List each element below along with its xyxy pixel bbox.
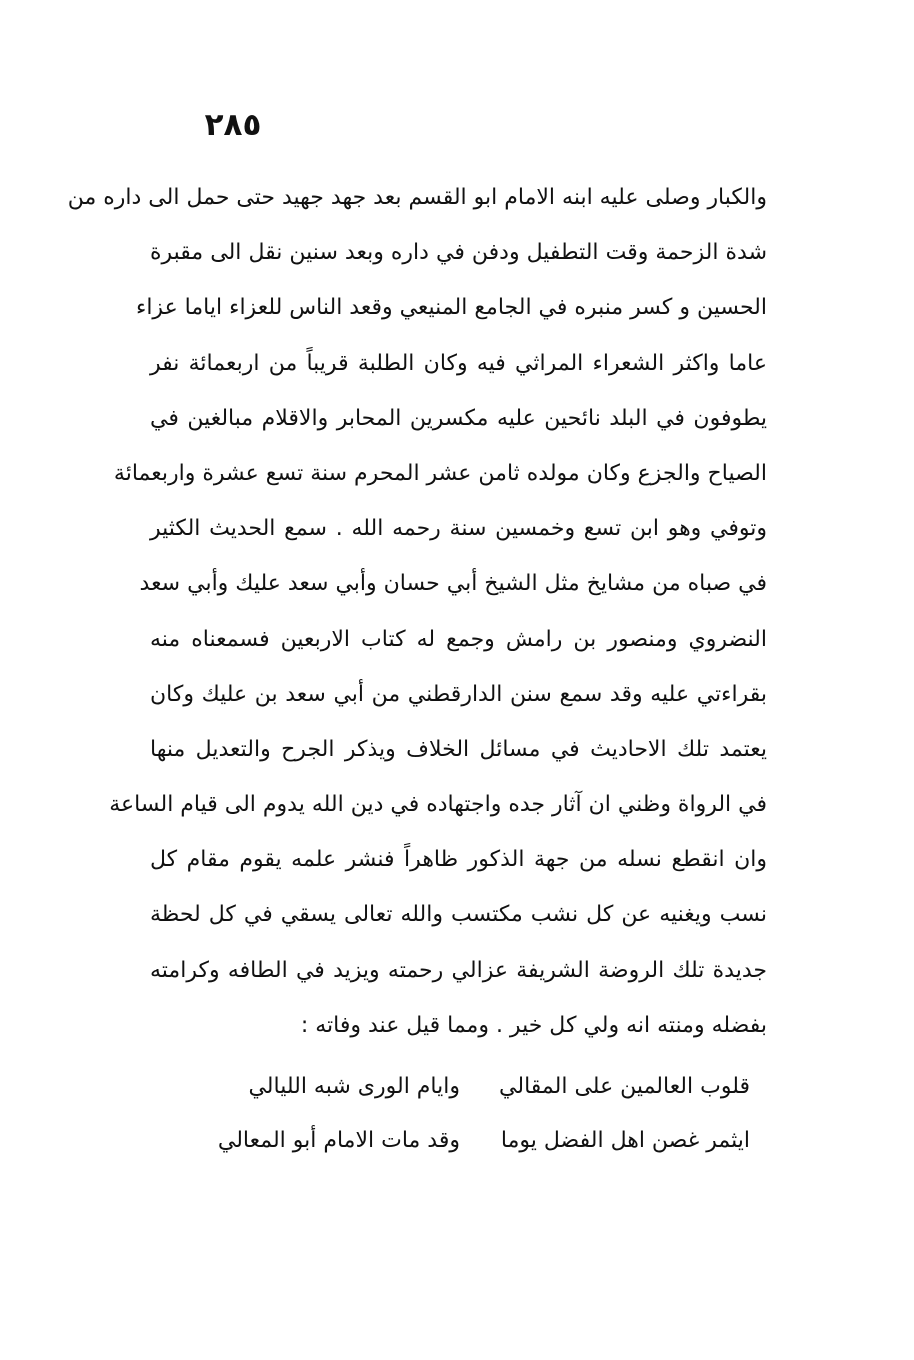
text-line: والكبار وصلى عليه ابنه الامام ابو القسم بعد جهد جهيد حتى حمل الى داره من: [67, 185, 767, 210]
text-line: وتوفي وهو ابن تسع وخمسين سنة رحمه الله . سمع الحديث الكثير: [150, 516, 767, 542]
text-line: يطوفون في البلد نائحين عليه مكسرين المحابر والاقلام مبالغين في: [150, 405, 767, 431]
first-hemistich: ايثمر غصن اهل الفضل يوما: [500, 1128, 750, 1153]
text-line: نسب ويغنيه عن كل نشب مكتسب والله تعالى يسقي في كل لحظة: [150, 902, 767, 928]
second-hemistich: وقد مات الامام أبو المعالي: [217, 1128, 460, 1153]
poem-verse: [190, 1114, 750, 1168]
text-line: النضروي ومنصور بن رامش وجمع له كتاب الاربعين فسمعناه منه: [150, 626, 767, 652]
text-line: الحسين و كسر منبره في الجامع المنيعي وقعد الناس للعزاء اياما عزاء: [135, 295, 767, 321]
text-line: يعتمد تلك الاحاديث في مسائل الخلاف ويذكر الجرح والتعديل منها: [150, 736, 767, 762]
text-line: الصياح والجزع وكان مولده ثامن عشر المحرم سنة تسع عشرة واربعمائة: [113, 460, 767, 486]
text-line: في الرواة وظني ان آثار جده واجتهاده في دين الله يدوم الى قيام الساعة: [109, 792, 767, 818]
biography-paragraph: [67, 170, 767, 1053]
poem-verse: [190, 1060, 750, 1114]
text-line: بفضله ومنته انه ولي كل خير . ومما قيل عند وفاته :: [300, 1012, 767, 1038]
text-line: شدة الزحمة وقت التطفيل ودفن في داره وبعد سنين نقل الى مقبرة: [150, 240, 767, 266]
first-hemistich: قلوب العالمين على المقالي: [499, 1074, 750, 1099]
second-hemistich: وايام الورى شبه الليالي: [248, 1074, 460, 1099]
text-line: جديدة تلك الروضة الشريفة عزالي رحمته ويزيد في الطافه وكرامته: [150, 957, 767, 983]
text-line: وان انقطع نسله من جهة الذكور ظاهراً فنشر علمه يقوم مقام كل: [150, 847, 767, 873]
elegy-poem: [190, 1060, 750, 1168]
text-line: بقراءتي عليه وقد سمع سنن الدارقطني من أبي سعد بن عليك وكان: [150, 681, 767, 707]
text-line: عاما واكثر الشعراء المراثي فيه وكان الطلبة قريباً من اربعمائة نفر: [150, 350, 767, 376]
page-number: ٢٨٥: [204, 107, 262, 143]
text-line: في صباه من مشايخ مثل الشيخ أبي حسان وأبي سعد عليك وأبي سعد: [139, 571, 767, 597]
